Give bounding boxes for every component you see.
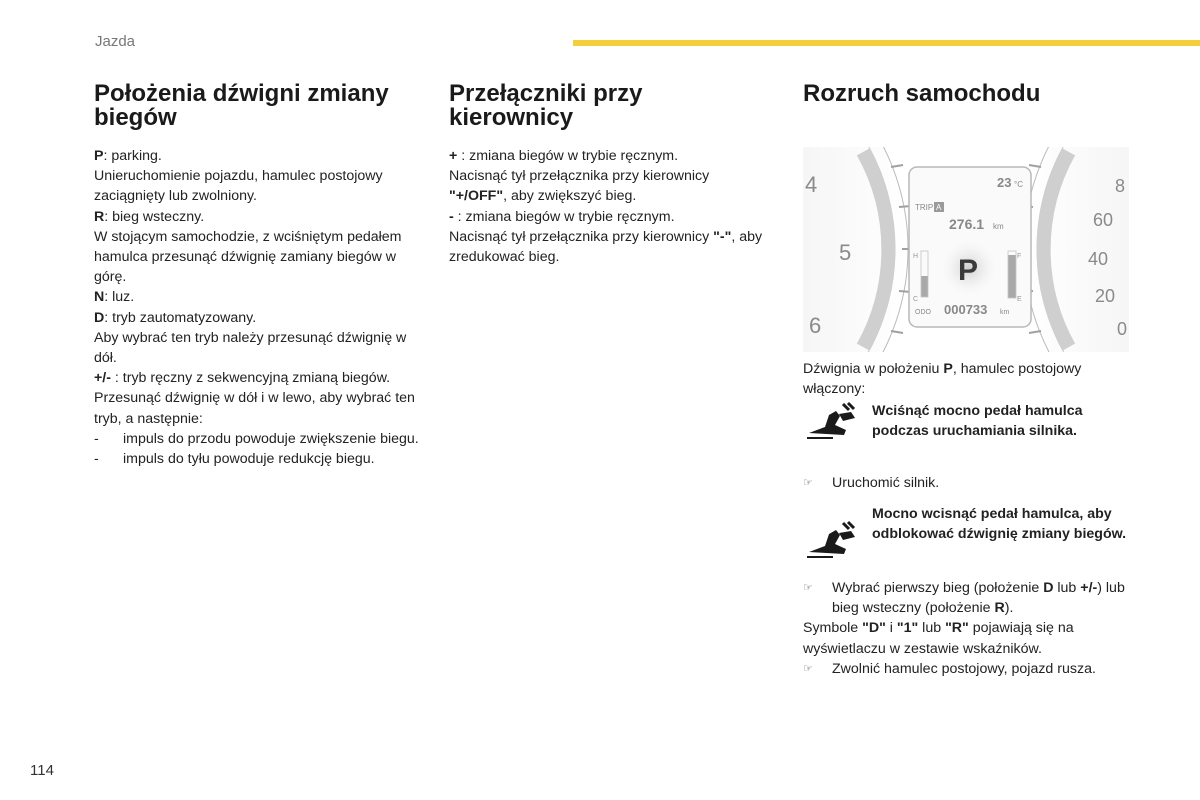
list-item-text: impuls do przodu powoduje zwiększenie biegu. bbox=[123, 430, 419, 447]
section-label: Jazda bbox=[95, 33, 136, 50]
sym-c: lub bbox=[918, 620, 946, 637]
gear-p-desc: Unieruchomienie pojazdu, hamulec postojowy zaciągnięty lub zwolniony. bbox=[94, 168, 383, 205]
step2-b: lub bbox=[1053, 580, 1081, 596]
gear-positions-column bbox=[94, 82, 424, 469]
minus-text: : zmiana biegów w trybie ręcznym. bbox=[453, 208, 675, 225]
speed-tick-8: 8 bbox=[1115, 176, 1126, 196]
step2-k2: +/- bbox=[1080, 580, 1098, 596]
intro-text-b: , hamulec postojowy włączony: bbox=[803, 361, 1082, 398]
gear-n-key: N bbox=[94, 289, 105, 306]
gear-manual-text: : tryb ręczny z sekwencyjną zmianą biegów. bbox=[110, 370, 391, 387]
trip-badge: A bbox=[936, 203, 942, 212]
list-item-text: impuls do tyłu powoduje redukcję biegu. bbox=[123, 451, 375, 468]
sym-b: i bbox=[885, 620, 897, 637]
minus-key: - bbox=[449, 208, 454, 225]
sym-a: Symbole bbox=[803, 620, 863, 637]
gear-d-desc: Aby wybrać ten tryb należy przesunąć dźwignię w dół. bbox=[94, 329, 407, 367]
gear-r-key: R bbox=[94, 208, 105, 225]
temperature-unit: °C bbox=[1014, 180, 1023, 189]
speed-tick-0: 0 bbox=[1117, 319, 1128, 339]
step2-k3: R bbox=[994, 600, 1005, 617]
minus-desc-a: Nacisnąć tył przełącznika przy kierownicy bbox=[449, 228, 714, 245]
gear-manual-line bbox=[94, 368, 424, 388]
temp-gauge-c: C bbox=[913, 296, 919, 303]
minus-desc-b: , aby zredukować bieg. bbox=[449, 228, 763, 266]
temp-gauge-h: H bbox=[913, 253, 919, 260]
step-release-brake bbox=[803, 659, 1133, 679]
plus-desc-key: "+/OFF" bbox=[449, 188, 504, 205]
step2-k1: D bbox=[1043, 580, 1054, 596]
sym-d: pojawiają się na wyświetlaczu w zestawie wskaźników. bbox=[803, 620, 1074, 657]
gear-r-text: : bieg wsteczny. bbox=[104, 208, 205, 225]
gear-d-text: : tryb zautomatyzowany. bbox=[104, 309, 257, 326]
gear-manual-key: +/- bbox=[94, 370, 111, 387]
step-select-gear bbox=[803, 578, 1133, 618]
trip-value: 276.1 bbox=[949, 216, 985, 232]
gear-p-text: : parking. bbox=[103, 148, 162, 164]
engine-start-column bbox=[803, 82, 1133, 122]
intro-key: P bbox=[943, 361, 953, 377]
gear-manual-desc: Przesunąć dźwignię w dół i w lewo, aby wybrać ten tryb, a następnie: bbox=[94, 390, 415, 427]
fuel-gauge-f: F bbox=[1017, 253, 1022, 260]
plus-line bbox=[449, 146, 769, 166]
step-start-engine bbox=[803, 473, 1133, 493]
trip-unit: km bbox=[993, 222, 1004, 231]
multifunction-display bbox=[909, 167, 1031, 327]
steering-switches-column bbox=[449, 82, 769, 267]
gear-n-text: : luz. bbox=[104, 289, 135, 306]
pointing-hand-icon: ☞ bbox=[803, 477, 813, 489]
plus-desc-a: Nacisnąć tył przełącznika przy kierownicy bbox=[449, 168, 710, 185]
brake-warning-2-text: Mocno wcisnąć pedał hamulca, aby odblokować dźwignię zmiany biegów. bbox=[872, 506, 1127, 543]
step2-c: ) lub bieg wsteczny (położenie bbox=[832, 580, 1125, 617]
gear-n-line bbox=[94, 287, 424, 307]
brake-pedal-icon bbox=[803, 520, 861, 560]
odometer-label: ODO bbox=[915, 309, 931, 316]
page-number: 114 bbox=[30, 762, 54, 779]
gear-d-line bbox=[94, 308, 424, 328]
header-accent-bar bbox=[573, 40, 1200, 46]
tacho-tick-6: 6 bbox=[809, 313, 822, 338]
gear-r-line bbox=[94, 207, 424, 227]
steering-switches-title: Przełączniki przy kierownicy bbox=[449, 80, 643, 131]
odometer-unit: km bbox=[1000, 309, 1010, 316]
gear-r-desc: W stojącym samochodzie, z wciśniętym pedałem hamulca przesunąć dźwignię zamiany biegów w górę. bbox=[94, 228, 402, 286]
dash-marker: - bbox=[94, 451, 99, 468]
brake-warning-1-text: Wciśnąć mocno pedał hamulca podczas uruchamiania silnika. bbox=[872, 403, 1083, 440]
pointing-hand-icon: ☞ bbox=[803, 582, 813, 594]
step2-d: ). bbox=[1004, 600, 1014, 617]
minus-desc-key: "-" bbox=[713, 228, 732, 245]
gear-positions-body bbox=[94, 146, 424, 469]
list-item bbox=[94, 429, 424, 449]
gear-positions-title: Położenia dźwigni zmiany biegów bbox=[94, 80, 389, 131]
speed-tick-20: 20 bbox=[1095, 286, 1116, 306]
instrument-cluster-svg bbox=[803, 147, 1129, 352]
symbols-note bbox=[803, 618, 1133, 658]
step-release-brake-text: Zwolnić hamulec postojowy, pojazd rusza. bbox=[832, 660, 1096, 677]
tacho-tick-4: 4 bbox=[805, 172, 818, 197]
speed-tick-60: 60 bbox=[1093, 210, 1114, 230]
sym-k2: "1" bbox=[896, 620, 919, 637]
fuel-gauge-e: E bbox=[1017, 296, 1022, 303]
engine-start-steps bbox=[803, 578, 1133, 679]
sym-k1: "D" bbox=[862, 620, 886, 637]
trip-label: TRIP bbox=[915, 203, 934, 212]
engine-start-title: Rozruch samochodu bbox=[803, 80, 1041, 107]
step-start-engine-text: Uruchomić silnik. bbox=[832, 475, 940, 491]
odometer-value: 000733 bbox=[944, 302, 988, 317]
gear-p-key: P bbox=[94, 148, 104, 164]
plus-text: : zmiana biegów w trybie ręcznym. bbox=[457, 148, 679, 164]
dash-marker: - bbox=[94, 430, 99, 447]
intro-text-a: Dźwignia w położeniu bbox=[803, 361, 944, 377]
list-item bbox=[94, 449, 424, 469]
plus-desc bbox=[449, 166, 769, 206]
engine-start-intro bbox=[803, 359, 1133, 399]
minus-line bbox=[449, 207, 769, 227]
plus-key: + bbox=[449, 148, 458, 164]
step2-a: Wybrać pierwszy bieg (położenie bbox=[832, 580, 1044, 596]
gear-p-line bbox=[94, 146, 424, 166]
instrument-cluster-illustration bbox=[803, 147, 1129, 352]
gear-d-key: D bbox=[94, 309, 105, 326]
plus-desc-b: , aby zwiększyć bieg. bbox=[503, 188, 637, 205]
steering-switches-body bbox=[449, 146, 769, 267]
gear-indicator: P bbox=[958, 254, 979, 287]
speed-tick-40: 40 bbox=[1088, 249, 1109, 269]
sym-k3: "R" bbox=[945, 620, 969, 637]
temperature-value: 23 bbox=[997, 175, 1012, 190]
tacho-tick-5: 5 bbox=[839, 240, 852, 265]
brake-pedal-icon bbox=[803, 401, 861, 441]
pointing-hand-icon: ☞ bbox=[803, 662, 813, 675]
minus-desc bbox=[449, 227, 769, 267]
